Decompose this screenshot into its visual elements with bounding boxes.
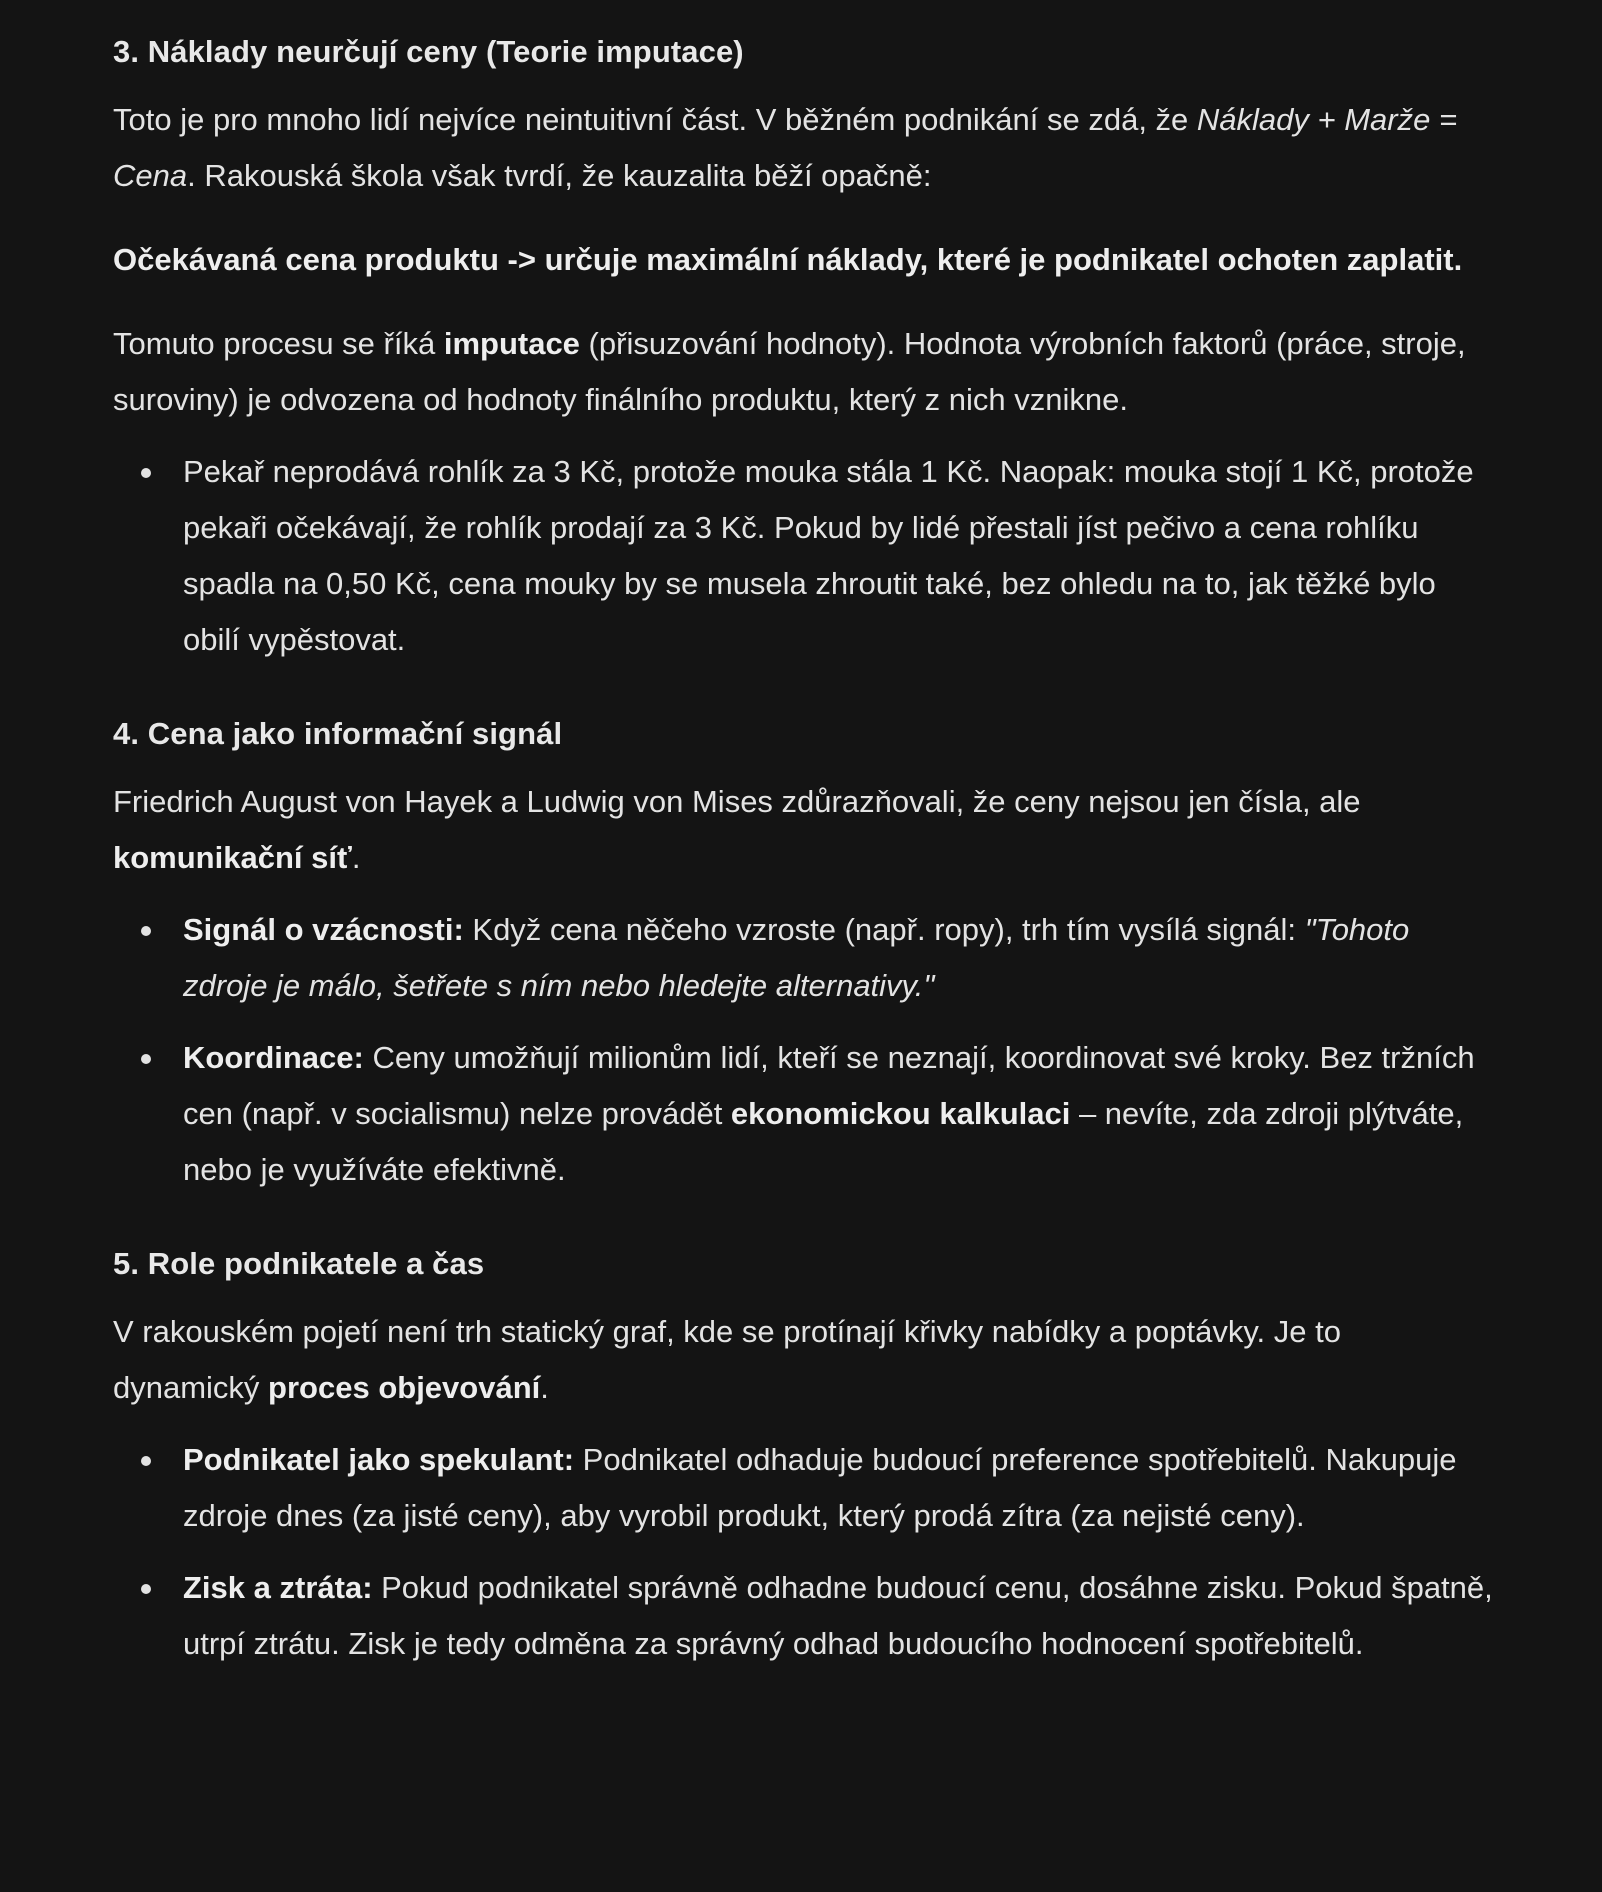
bullet-icon	[141, 926, 151, 936]
section-4-intro	[113, 774, 1493, 886]
section-heading-5: 5. Role podnikatele a čas	[113, 1246, 485, 1281]
section-heading-3: 3. Náklady neurčují ceny (Teorie imputace)	[113, 34, 744, 69]
list-item-text: Podnikatel odhaduje budoucí preference spotřebitelů. Nakupuje zdroje dnes (za jisté ceny), aby vyrobil produkt, který prodá zítra (za nejisté ceny).	[183, 1442, 1457, 1533]
section-4-bullet-list	[113, 902, 1493, 1198]
bullet-icon	[141, 1584, 151, 1594]
response-content	[113, 0, 1493, 1672]
list-item-label: Zisk a ztráta:	[183, 1570, 373, 1605]
list-item-text: – nevíte, zda zdroji plýtváte, nebo je využíváte efektivně.	[183, 1096, 1464, 1187]
text-span: .	[540, 1370, 549, 1405]
text-span: V rakouském pojetí není trh statický graf, kde se protínají křivky nabídky a poptávky. Je to dynamický	[113, 1314, 1341, 1405]
list-item-text: Ceny umožňují milionům lidí, kteří se neznají, koordinovat své kroky. Bez tržních cen (např. v socialismu) nelze provádět	[183, 1040, 1475, 1131]
list-item-label: Signál o vzácnosti:	[183, 912, 464, 947]
italic-text: "Tohoto zdroje je málo, šetřete s ním nebo hledejte alternativy."	[183, 912, 1410, 1003]
text-span: Friedrich August von Hayek a Ludwig von Mises zdůrazňovali, že ceny nejsou jen čísla, ale	[113, 784, 1361, 819]
section-3-imputace-paragraph	[113, 316, 1493, 428]
list-item-text: Pekař neprodává rohlík za 3 Kč, protože mouka stála 1 Kč. Naopak: mouka stojí 1 Kč, protože pekaři očekávají, že rohlík prodají za 3 Kč. Pokud by lidé přestali jíst pečivo a cena rohlíku spadla na 0,50 Kč, cena mouky by se musela zhroutit také, bez ohledu na to, jak těžké bylo obilí vypěstovat.	[183, 454, 1474, 657]
bullet-icon	[141, 1456, 151, 1466]
bullet-icon	[141, 1054, 151, 1064]
text-span: . Rakouská škola však tvrdí, že kauzalita běží opačně:	[187, 158, 932, 193]
list-item	[113, 1560, 1493, 1672]
section-3-intro	[113, 92, 1493, 204]
list-item	[113, 444, 1493, 668]
list-item	[113, 1030, 1493, 1198]
text-span: Tomuto procesu se říká	[113, 326, 444, 361]
bullet-icon	[141, 468, 151, 478]
list-item-label: Podnikatel jako spekulant:	[183, 1442, 575, 1477]
section-5-bullet-list	[113, 1432, 1493, 1672]
text-span: (přisuzování hodnoty). Hodnota výrobních faktorů (práce, stroje, suroviny) je odvozena od hodnoty finálního produktu, který z nich vznikne.	[113, 326, 1466, 417]
section-3-bold-statement	[113, 232, 1493, 288]
section-5-intro	[113, 1304, 1493, 1416]
section-3-bullet-list	[113, 444, 1493, 668]
list-item	[113, 1432, 1493, 1544]
bold-text: ekonomickou kalkulaci	[730, 1096, 1071, 1131]
list-item-text: Pokud podnikatel správně odhadne budoucí cenu, dosáhne zisku. Pokud špatně, utrpí ztrátu. Zisk je tedy odměna za správný odhad budoucího hodnocení spotřebitelů.	[183, 1570, 1493, 1661]
bold-text: komunikační síť	[113, 840, 352, 875]
text-span: .	[351, 840, 361, 875]
text-span: Toto je pro mnoho lidí nejvíce neintuitivní část. V běžném podnikání se zdá, že	[113, 102, 1197, 137]
section-heading-4: 4. Cena jako informační signál	[113, 716, 563, 751]
bold-text: proces objevování	[268, 1370, 541, 1405]
italic-text: Náklady + Marže = Cena	[113, 102, 1458, 193]
bold-text: imputace	[443, 326, 580, 361]
list-item-label: Koordinace:	[183, 1040, 364, 1075]
list-item-text: Když cena něčeho vzroste (např. ropy), trh tím vysílá signál:	[463, 912, 1305, 947]
bold-text: Očekávaná cena produktu -> určuje maximální náklady, které je podnikatel ochoten zaplatit.	[113, 242, 1463, 277]
list-item	[113, 902, 1493, 1014]
